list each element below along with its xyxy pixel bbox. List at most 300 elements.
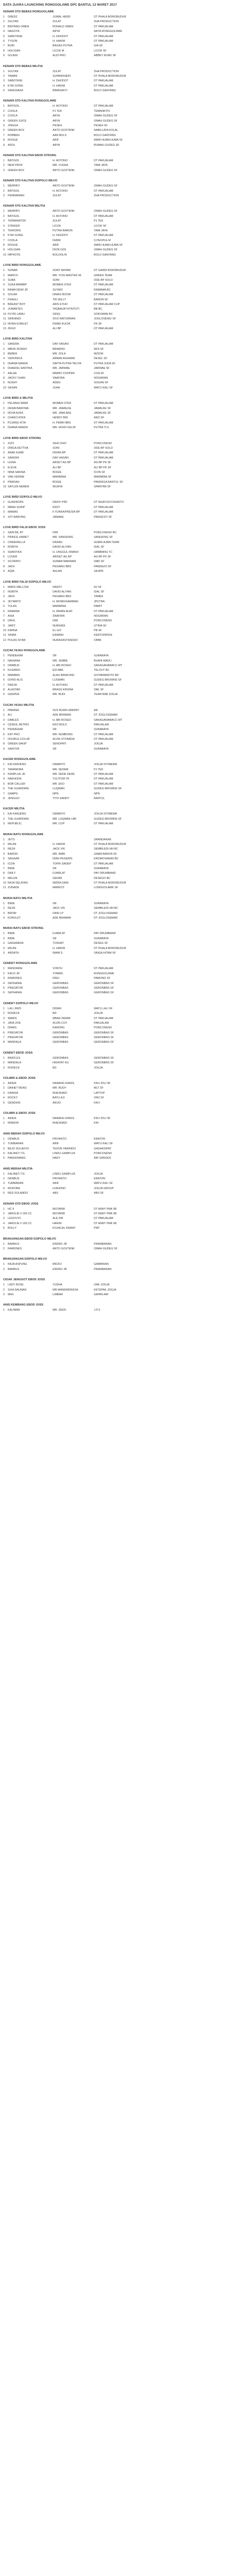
owner-name: MAWKI COOPER xyxy=(53,371,75,375)
result-row xyxy=(3,862,227,867)
entry-rank: 6 xyxy=(3,1031,5,1035)
entry-rank: 6 xyxy=(3,991,5,995)
entry-rank: 9 xyxy=(3,248,5,252)
entry-rank: 10 xyxy=(3,882,6,885)
result-row xyxy=(3,1091,227,1096)
entry-rank: 4 xyxy=(3,515,5,519)
entry-rank: 2 xyxy=(3,1012,5,1015)
team-name: ZHA PRODUCTION xyxy=(94,70,119,73)
bird-name: DHANA NANDA xyxy=(8,362,28,365)
bird-name: JETO xyxy=(8,838,15,841)
entry-rank: 4 xyxy=(3,1151,5,1155)
entry-rank: 8 xyxy=(3,1041,5,1044)
team-name: SAKAGANAWACC MT xyxy=(94,718,123,722)
team-name: PONCOSENO xyxy=(94,1151,112,1155)
bird-name: SULTAN xyxy=(8,20,19,24)
document-title: DATA JUARA LAUNCHING RONGGOLAWE DPC BANTUL 12 MARET 2017 xyxy=(3,3,117,7)
team-name: BOLO GANTANG xyxy=(94,89,116,93)
owner-name: BRAWNO xyxy=(53,347,65,351)
owner-name: DANI LP xyxy=(53,911,63,915)
result-row xyxy=(3,692,227,697)
owner-name: ARIJO xyxy=(53,1101,61,1105)
entry-rank: 7 xyxy=(3,298,5,301)
owner-name: YUDHA xyxy=(53,1283,62,1287)
result-row xyxy=(3,224,227,229)
bird-name: ADOL xyxy=(8,143,15,147)
bird-name: TERIORIS xyxy=(8,229,21,232)
entry-rank: 5 xyxy=(3,1157,5,1160)
entry-rank: 9 xyxy=(3,480,5,484)
owner-name: SNAFIRA xyxy=(53,377,65,380)
result-row xyxy=(3,312,227,317)
team-name: PAKUALAM xyxy=(94,1021,109,1025)
team-name: PANGESTI SF xyxy=(94,515,112,519)
result-section xyxy=(3,581,227,643)
bird-name: HC II xyxy=(8,1207,14,1211)
owner-name: ARIS ETHO xyxy=(53,302,68,306)
bird-name: PHAGLI xyxy=(8,298,18,301)
bird-name: BIMA xyxy=(8,932,15,936)
result-row xyxy=(3,902,227,906)
bird-name: SAKERA xyxy=(8,456,19,460)
team-name: KNI-I RSJ SF xyxy=(94,1082,111,1086)
bird-name: DONO ALIS xyxy=(8,679,23,682)
result-row xyxy=(3,163,227,168)
entry-rank: 3 xyxy=(3,1066,5,1070)
team-name: DT PAKUALAM xyxy=(94,327,113,330)
owner-name: BD xyxy=(53,1066,57,1070)
bird-name: SUBA xyxy=(8,279,15,282)
team-name: DT PAKUALAM xyxy=(94,505,113,509)
entry-rank: 1 xyxy=(3,184,5,188)
result-row xyxy=(3,569,227,574)
bird-name: AIDEN xyxy=(8,1116,17,1120)
owner-name: ADE BRAMAN xyxy=(53,917,71,920)
result-row xyxy=(3,916,227,921)
entry-rank: 5 xyxy=(3,89,5,93)
owner-name: ARYA xyxy=(53,30,60,33)
team-name: SEMBILEDI HN BC xyxy=(94,907,119,910)
team-name: DT PHALA BOROBUDUR xyxy=(94,882,126,885)
bird-name: ARDATH xyxy=(8,951,19,955)
entry-rank: 1 xyxy=(3,210,5,213)
owner-name: TITO HANDY xyxy=(53,797,70,800)
owner-name: NADIYI xyxy=(53,585,62,589)
team-name: SOGAN SF xyxy=(94,381,108,385)
team-name: GERONBAS SF xyxy=(94,1061,114,1065)
result-row xyxy=(3,614,227,619)
team-name: WATU KALI SF xyxy=(94,386,113,389)
owner-name: SR xyxy=(53,867,57,870)
entry-rank: 11 xyxy=(3,634,6,637)
team-name: TEMANKITO xyxy=(94,109,110,113)
team-name: DT PAKUALAM xyxy=(94,159,113,162)
entry-rank: 2 xyxy=(3,1247,5,1250)
entry-rank: 7 xyxy=(3,239,5,242)
entry-rank: 1 xyxy=(3,531,5,535)
entry-rank: 1 xyxy=(3,1263,5,1266)
owner-name: H. HAKIM xyxy=(53,842,65,846)
bird-name: PREDATOR xyxy=(8,1036,23,1040)
entry-rank: 5 xyxy=(3,461,5,465)
entry-rank: 10 xyxy=(3,253,6,257)
owner-name: RHESNADI xyxy=(53,1091,67,1095)
bird-name: BIMA xyxy=(8,937,15,940)
entry-rank: 8 xyxy=(3,797,5,800)
bird-name: BATIGOL xyxy=(8,189,20,193)
team-name: DT PAKUALAM xyxy=(94,105,113,108)
owner-name: H. HAKIM xyxy=(53,946,65,950)
owner-name: H. DHODOT xyxy=(53,35,69,38)
result-row xyxy=(3,659,227,664)
team-name: DT PAKUALAM xyxy=(94,283,113,287)
entry-rank: 3 xyxy=(3,114,5,118)
bird-name: JAVA JIVE xyxy=(8,1021,21,1025)
entry-rank: 4 xyxy=(3,119,5,123)
owner-name: H. HAKIM xyxy=(53,84,65,88)
entry-rank: 12 xyxy=(3,638,6,642)
owner-name: PEBRI KUCIR xyxy=(53,322,71,326)
owner-name: ALAH BANKUNG xyxy=(53,673,75,677)
owner-name: H. DHODOT xyxy=(53,234,69,238)
owner-name: INDRA DANI xyxy=(53,882,69,885)
entry-rank: 7 xyxy=(3,560,5,564)
result-row xyxy=(3,1293,227,1297)
owner-name: JUWAL HERD xyxy=(53,15,71,19)
entry-rank: 9 xyxy=(3,876,5,880)
bird-name: SAKERA xyxy=(8,343,19,346)
team-name: JAWALKE SF xyxy=(94,406,111,410)
result-row xyxy=(3,25,227,29)
result-row xyxy=(3,426,227,430)
section-title: ANIS MERAH MILITIA xyxy=(3,1167,33,1171)
result-row xyxy=(3,1267,227,1272)
result-row xyxy=(3,1056,227,1061)
team-name: ANO SF xyxy=(94,416,105,420)
entry-rank: 1 xyxy=(3,967,5,971)
team-name: SPARTAN SF xyxy=(94,485,111,489)
owner-name: SONY BAYAM xyxy=(53,269,71,273)
bird-name: BATIGOL xyxy=(8,105,20,108)
result-row xyxy=(3,233,227,238)
owner-name: ARIF xyxy=(53,1182,59,1185)
result-row xyxy=(3,510,227,515)
team-name: KERTOPATEN xyxy=(94,634,112,637)
result-row xyxy=(3,777,227,782)
bird-name: SULTAN xyxy=(8,70,19,73)
owner-name: AHLAN xyxy=(53,570,62,573)
entry-rank: 10 xyxy=(3,312,6,316)
section-title: CIGAK JENGGOT EBOD JOSS xyxy=(3,1278,45,1282)
owner-name: DADAN xyxy=(53,540,62,544)
result-row xyxy=(3,386,227,391)
entry-rank: 2 xyxy=(3,1267,5,1271)
result-row xyxy=(3,812,227,817)
bird-name: KAI KANJENG xyxy=(8,812,26,816)
result-row xyxy=(3,114,227,118)
result-row xyxy=(3,565,227,569)
owner-name: MR. DEDE DEDE xyxy=(53,773,75,776)
entry-rank: 1 xyxy=(3,105,5,108)
team-name: NPN xyxy=(94,792,100,795)
entry-rank: 5 xyxy=(3,857,5,861)
entry-rank: 7 xyxy=(3,867,5,870)
team-name: ODE BP SOLO xyxy=(94,279,113,282)
team-name: PAY DRUMBAND xyxy=(94,872,116,875)
team-name: PRAMBANAN xyxy=(94,1267,112,1271)
entry-rank: 9 xyxy=(3,54,5,58)
bird-name: MANDALA xyxy=(8,1061,22,1065)
entry-rank: 2 xyxy=(3,972,5,975)
entry-rank: 7 xyxy=(3,614,5,618)
owner-name: TOPIK DADEP xyxy=(53,862,72,866)
owner-name: MR. BUDI xyxy=(53,693,65,697)
team-name: OMAH GUDEG SF xyxy=(94,248,118,252)
owner-name: DIENY PRF xyxy=(53,501,68,504)
entry-rank: 2 xyxy=(3,74,5,78)
team-name: PUTRA JUDA SF xyxy=(94,362,116,365)
result-row xyxy=(3,550,227,555)
bird-name: MAMAS xyxy=(8,511,18,514)
entry-rank: 7 xyxy=(3,792,5,795)
team-name: DT PAKUALAM xyxy=(94,1016,113,1020)
section-title: ANIS KEMBANG EBOD JOSS xyxy=(3,1303,44,1307)
owner-name: SIDIQ xyxy=(53,312,60,316)
team-name: AN xyxy=(94,708,98,712)
bird-name: IMPHOTE xyxy=(8,253,21,257)
bird-name: MAMBAS xyxy=(8,673,20,677)
result-row xyxy=(3,342,227,347)
team-name: DT PAKUALAM xyxy=(94,79,113,83)
result-row xyxy=(3,792,227,796)
bird-name: NEW PROF xyxy=(8,164,23,167)
bird-name: GASPER xyxy=(8,693,20,697)
result-row xyxy=(3,239,227,243)
owner-name: MR. JAWLAKE xyxy=(53,412,72,415)
entry-rank: 3 xyxy=(3,1016,5,1020)
team-name: KROMOSANAN BC xyxy=(94,857,119,861)
result-row xyxy=(3,688,227,692)
bird-name: JENGGO xyxy=(8,797,20,800)
team-name: DT PAKUALAM xyxy=(94,1217,113,1221)
owner-name: PJ TEK xyxy=(53,109,62,113)
team-name: LONGGOLAWE SF xyxy=(94,886,119,890)
owner-name: LUQMAN xyxy=(53,787,65,791)
bird-name: JACK xyxy=(8,565,15,568)
result-row xyxy=(3,1016,227,1021)
entry-rank: 3 xyxy=(3,194,5,197)
result-row xyxy=(3,629,227,633)
entry-rank: 2 xyxy=(3,505,5,509)
team-name: OMAH GUDEG SF xyxy=(94,119,118,123)
owner-name: MR. SEDEM xyxy=(53,768,69,771)
owner-name: JAWAKE xyxy=(53,515,64,519)
bird-name: SASAN xyxy=(8,386,18,389)
result-row xyxy=(3,1121,227,1126)
result-row xyxy=(3,219,227,224)
bird-name: DENBUS xyxy=(8,1137,20,1141)
result-row xyxy=(3,911,227,916)
result-section xyxy=(3,927,227,956)
team-name: DT PHALA BOROBUDUR xyxy=(94,74,126,78)
result-row xyxy=(3,838,227,842)
result-row xyxy=(3,70,227,74)
team-name: GUDEG BROWNS SF xyxy=(94,787,122,791)
result-row xyxy=(3,411,227,416)
owner-name: BOGIE xyxy=(53,480,62,484)
entry-rank: 1 xyxy=(3,1116,5,1120)
result-row xyxy=(3,664,227,668)
result-row xyxy=(3,138,227,143)
owner-name: MR. LUQMAN UMI xyxy=(53,817,76,821)
owner-name: EKO BOLO xyxy=(53,723,67,726)
section-title: KENARI STD BEBAS RONGGOLAWE xyxy=(3,10,54,13)
team-name: J.P.S xyxy=(94,1309,101,1312)
result-row xyxy=(3,787,227,791)
bird-name: SHANTIKA xyxy=(8,550,22,554)
team-name: PAMONG SF xyxy=(94,977,110,980)
team-name: GAGAKSIPAT xyxy=(94,1147,111,1150)
entry-rank: 8 xyxy=(3,377,5,380)
team-name: PESEH SF xyxy=(94,124,108,128)
owner-name: EKDY xyxy=(53,505,60,509)
owner-name: SEKAR xyxy=(53,876,62,880)
bird-name: GREEN BOX xyxy=(8,168,25,172)
team-name: ABS SF xyxy=(94,1192,104,1195)
bird-name: TUMBARAN xyxy=(8,1182,24,1185)
team-name: JOGLOSEWU SF xyxy=(94,317,116,321)
result-row xyxy=(3,1116,227,1121)
result-row xyxy=(3,737,227,742)
entry-rank: 8 xyxy=(3,476,5,479)
entry-rank: 7 xyxy=(3,738,5,741)
entry-rank: 1 xyxy=(3,402,5,405)
owner-name: F.YUNKA/PRESIN BP xyxy=(53,511,80,514)
team-name: OMAH GUDEG SF xyxy=(94,168,118,172)
result-row xyxy=(3,278,227,283)
owner-name: ARYA xyxy=(53,119,60,123)
entry-rank: 5 xyxy=(3,1192,5,1195)
entry-rank: 3 xyxy=(3,352,5,356)
entry-rank: 9 xyxy=(3,308,5,311)
result-section xyxy=(3,99,227,148)
result-row xyxy=(3,842,227,847)
entry-rank: 10 xyxy=(3,629,6,633)
entry-rank: 4 xyxy=(3,546,5,549)
result-row xyxy=(3,1096,227,1100)
owner-name: H. DHODOT xyxy=(53,79,69,83)
owner-name: JACK VIK xyxy=(53,907,65,910)
owner-name: SNAFIRA xyxy=(53,614,65,618)
result-row xyxy=(3,1187,227,1191)
result-row xyxy=(3,931,227,936)
result-row xyxy=(3,89,227,93)
entry-rank: 8 xyxy=(3,619,5,623)
owner-name: ADE BRAMAN xyxy=(53,714,71,717)
result-row xyxy=(3,609,227,614)
bird-name: MARS MELLOW xyxy=(8,585,29,589)
team-name: DT GANDI BOROBUDUR xyxy=(94,269,126,273)
entry-rank: 4 xyxy=(3,224,5,228)
owner-name: ARSET AG BP xyxy=(53,461,71,465)
team-name: GOYAMAMOTO BD xyxy=(94,673,119,677)
owner-name: ANTO GOXTENK xyxy=(53,168,75,172)
entry-rank: 2 xyxy=(3,189,5,193)
bird-name: KALINETI TG xyxy=(8,1172,25,1176)
bird-name: NAHIANA xyxy=(8,659,20,663)
owner-name: RHESNADI xyxy=(53,1122,67,1125)
bird-name: RAMONES xyxy=(8,1247,22,1250)
entry-rank: 2 xyxy=(3,1212,5,1216)
result-row xyxy=(3,967,227,971)
owner-name: DAF HASAN xyxy=(53,456,69,460)
entry-rank: 11 xyxy=(3,886,6,890)
section-title: CENDET DZIPOLO MILVO xyxy=(3,1002,39,1005)
result-row xyxy=(3,604,227,609)
entry-rank: 6 xyxy=(3,234,5,238)
team-name: DT ANNY PMK 88 xyxy=(94,1212,117,1216)
owner-name: MR. RUDY xyxy=(53,1087,67,1090)
bird-name: PENDEKAR xyxy=(8,654,23,658)
bird-name: RADJA xyxy=(8,683,17,687)
team-name: DT PAKUALAM CUP xyxy=(94,302,120,306)
result-row xyxy=(3,248,227,252)
owner-name: GERONBAS xyxy=(53,1031,69,1035)
bird-name: RAMANA xyxy=(8,609,20,613)
team-name: DT JOGLOSEMAR xyxy=(94,714,118,717)
bird-name: DAILY xyxy=(8,872,16,875)
entry-rank: 11 xyxy=(3,317,6,321)
owner-name: SR xyxy=(53,747,57,751)
team-name: ALI BP PK SF xyxy=(94,466,111,469)
result-row xyxy=(3,638,227,643)
entry-rank: 8 xyxy=(3,139,5,142)
team-name: WATU KALI SF xyxy=(94,1182,113,1185)
bird-name: RAMONES xyxy=(8,977,22,980)
bird-name: RODECK xyxy=(8,1012,20,1015)
result-row xyxy=(3,268,227,273)
entry-rank: 3 xyxy=(3,1091,5,1095)
section-title: KENARI STD KALITAN MILITIA xyxy=(3,205,45,208)
team-name: OMAH GUDEG SF xyxy=(94,184,118,188)
owner-name: SR xyxy=(53,728,57,732)
owner-name: DIAN PEGERIS xyxy=(53,857,73,861)
team-name: DT PAKUALAM xyxy=(94,451,113,455)
owner-name: GERONBAS xyxy=(53,986,69,990)
team-name: SURABAYA xyxy=(94,654,109,658)
team-name: GUDEG BROWNS SF xyxy=(94,679,122,682)
entry-rank: 2 xyxy=(3,536,5,539)
team-name: NOGARAN xyxy=(94,614,108,618)
entry-rank: 2 xyxy=(3,1122,5,1125)
bird-name: DAVIL xyxy=(8,619,16,623)
bird-name: AALAA xyxy=(8,371,17,375)
team-name: GERONBAS SF xyxy=(94,986,114,990)
bird-name: BIMA xyxy=(8,902,15,905)
team-name: DT PAKUALAM xyxy=(94,967,113,971)
entry-rank: 1 xyxy=(3,442,5,445)
entry-rank: 2 xyxy=(3,817,5,821)
entry-rank: 4 xyxy=(3,723,5,726)
bird-name: NINA SAKINA xyxy=(8,470,25,474)
entry-rank: 2 xyxy=(3,907,5,910)
result-row xyxy=(3,229,227,233)
bird-name: ANAK AJAIB xyxy=(8,451,24,455)
section-title: KENARI STD BEBAS MILITIA xyxy=(3,64,43,68)
owner-name: LIMBAR xyxy=(53,1293,63,1296)
owner-name: JACK VIK xyxy=(53,848,65,851)
bird-name: LOVER xyxy=(8,555,18,558)
